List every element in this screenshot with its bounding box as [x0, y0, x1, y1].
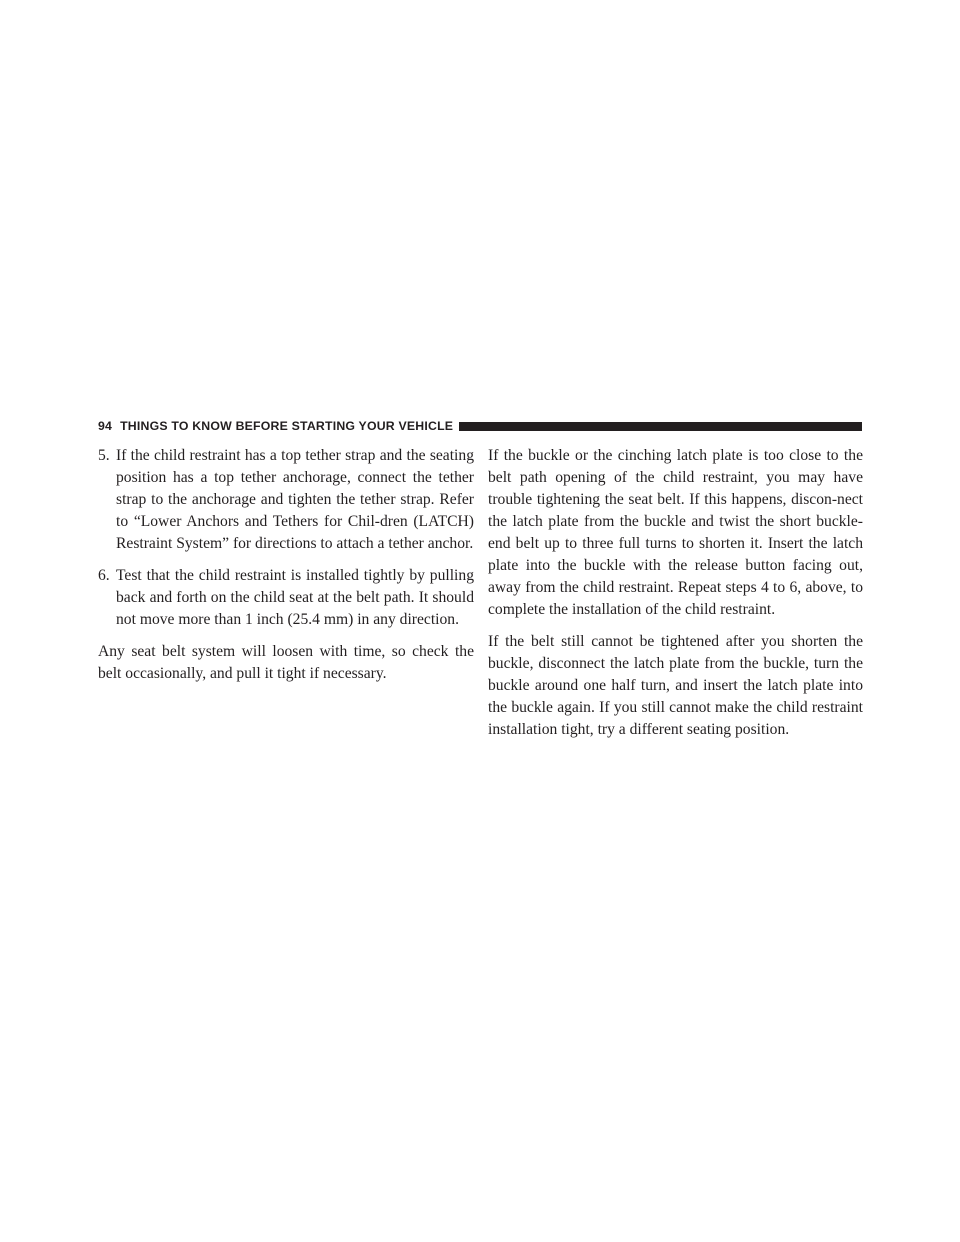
- step-text: Test that the child restraint is installed tightly by pulling back and forth on the child seat at the belt path. It should not move more than 1 inch (25.4 mm) in any direction.: [116, 567, 474, 628]
- section-title: THINGS TO KNOW BEFORE STARTING YOUR VEHICLE: [120, 419, 454, 433]
- step-number: 6.: [98, 567, 110, 584]
- right-column: [488, 445, 863, 751]
- body-paragraph: If the belt still cannot be tightened after you shorten the buckle, disconnect the latch plate from the buckle, turn the buckle around one half turn, and insert the latch plate into the buckle again. If you still cannot make the child restraint installation tight, try a different seating position.: [488, 633, 863, 738]
- header-rule: [459, 422, 862, 431]
- page-number: 94: [98, 419, 113, 433]
- step-6: [98, 565, 474, 631]
- body-paragraph: If the buckle or the cinching latch plate is too close to the belt path opening of the child restraint, you may have trouble tightening the seat belt. If this happens, discon-nect the latch plate from the buckle and twist the short buckle-end belt up to three full turns to shorten it. Insert the latch plate into the buckle with the release button facing out, away from the child restraint. Repeat steps 4 to 6, above, to complete the installation of the child restraint.: [488, 447, 863, 618]
- step-number: 5.: [98, 447, 110, 464]
- page-header: [98, 416, 862, 436]
- body-paragraph: Any seat belt system will loosen with time, so check the belt occasionally, and pull it tight if necessary.: [98, 643, 474, 682]
- step-text: If the child restraint has a top tether strap and the seating position has a top tether anchorage, connect the tether strap to the anchorage and tighten the tether strap. Refer to “Lower Anchors and Tethers for Chil-dren (LATCH) Restraint System” for directions to attach a tether anchor.: [116, 447, 474, 552]
- left-column: [98, 445, 474, 695]
- step-5: [98, 445, 474, 555]
